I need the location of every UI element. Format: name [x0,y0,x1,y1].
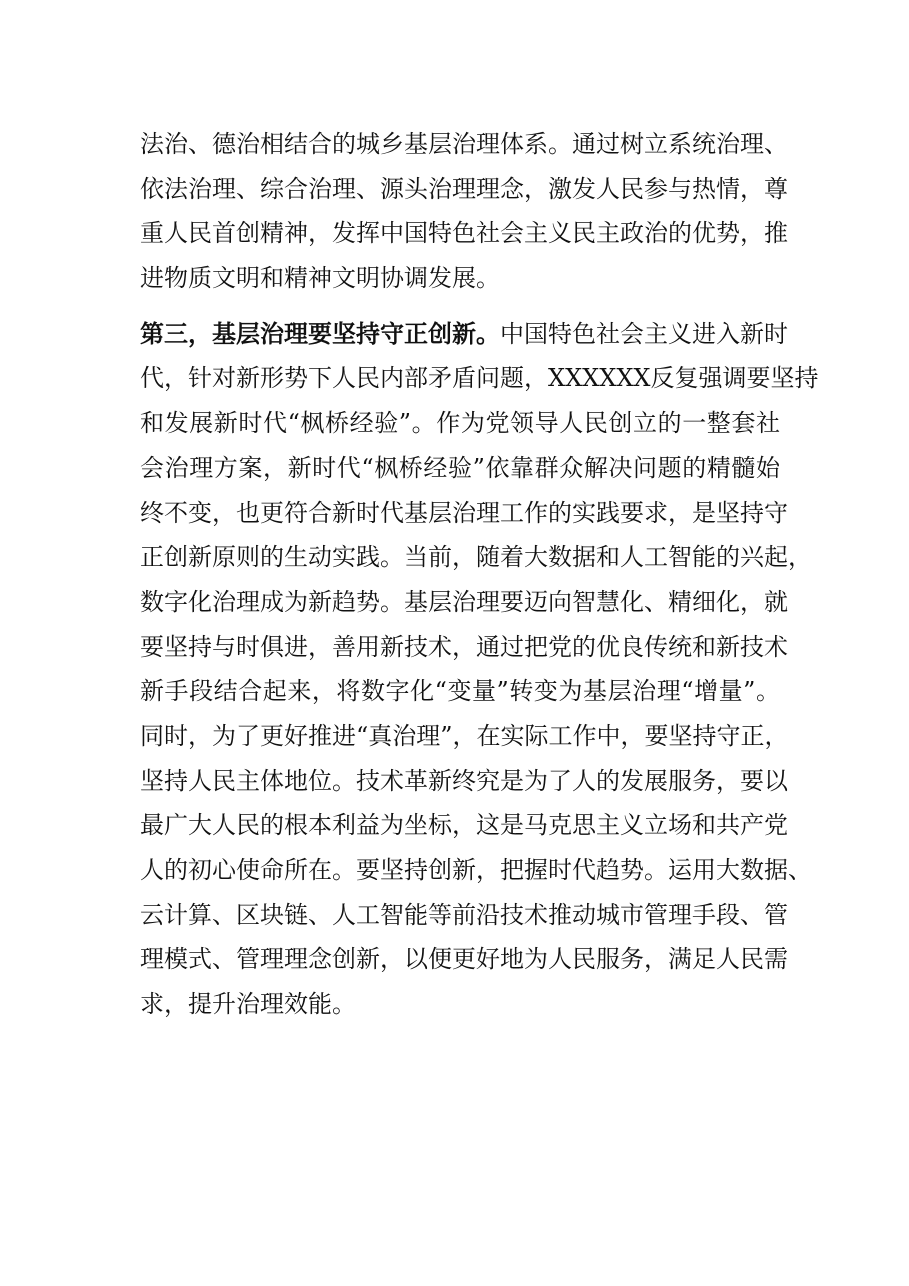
paragraph-line: 人的初心使命所在。要坚持创新，把握时代趋势。运用大数据、 [140,856,812,884]
paragraph-spacer [140,301,780,312]
paragraph-line: 理模式、管理理念创新，以便更好地为人民服务，满足人民需 [140,945,788,974]
paragraph-line: 数字化治理成为新趋势。基层治理要迈向智慧化、精细化，就 [140,587,788,616]
document-body [140,122,819,1027]
paragraph-line: 最广大人民的根本利益为坐标，这是马克思主义立场和共产党 [140,811,788,840]
section-lead-heading: 第三，基层治理要坚持守正创新。 [140,318,500,348]
paragraph-line: 重人民首创精神，发挥中国特色社会主义民主政治的优势，推 [140,219,788,248]
paragraph-line: 代，针对新形势下人民内部矛盾问题，XXXXXX反复强调要坚持 [140,364,819,393]
paragraph-line: 法治、德治相结合的城乡基层治理体系。通过树立系统治理、 [140,130,788,158]
paragraph-line: 新手段结合起来，将数字化“变量”转变为基层治理“增量”。 [140,677,780,706]
paragraph-line: 正创新原则的生动实践。当前，随着大数据和人工智能的兴起， [140,543,812,572]
paragraph-line: 坚持人民主体地位。技术革新终究是为了人的发展服务，要以 [140,766,788,795]
paragraph-line: 同时，为了更好推进“真治理”，在实际工作中，要坚持守正， [140,721,789,750]
paragraph-line: 依法治理、综合治理、源头治理理念，激发人民参与热情，尊 [140,174,788,203]
paragraph-line: 进物质文明和精神文明协调发展。 [140,264,500,293]
paragraph-1 [140,122,788,301]
paragraph-first-line [140,312,788,357]
paragraph-line: 求，提升治理效能。 [140,990,356,1019]
paragraph-line: 会治理方案，新时代“枫桥经验”依靠群众解决问题的精髓始 [140,453,780,482]
paragraph-line: 和发展新时代“枫桥经验”。作为党领导人民创立的一整套社 [140,409,780,438]
paragraph-line-rest: 中国特色社会主义进入新时 [500,319,788,348]
paragraph-line: 云计算、区块链、人工智能等前沿技术推动城市管理手段、管 [140,900,788,929]
paragraph-line: 终不变，也更符合新时代基层治理工作的实践要求，是坚持守 [140,498,788,527]
paragraph-line: 要坚持与时俱进，善用新技术，通过把党的优良传统和新技术 [140,632,788,661]
paragraph-2 [140,312,819,1027]
